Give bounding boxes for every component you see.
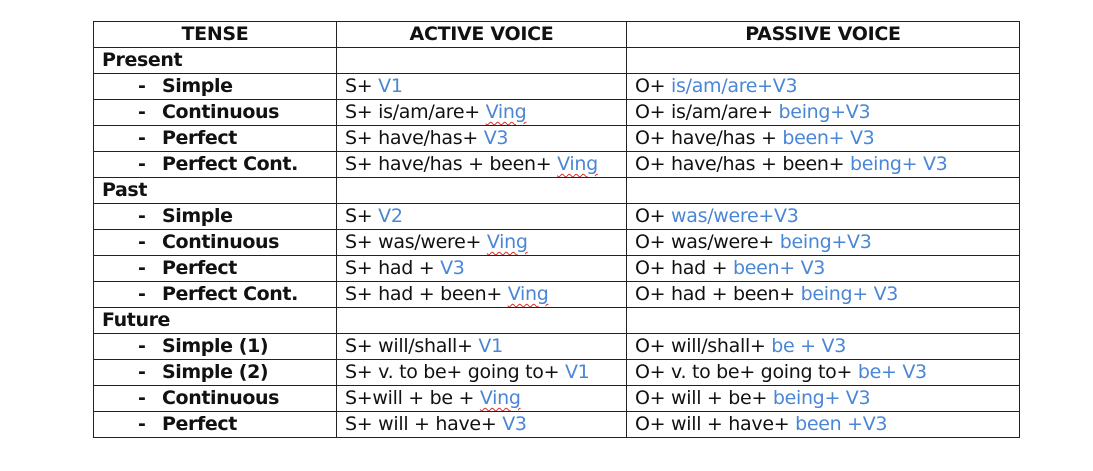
passive-formula [627,204,1020,230]
tense-label: Continuous [162,231,280,253]
active-formula [337,126,627,152]
tense-label: Continuous [162,387,280,409]
formula-text: O+ is/am/are+ [635,101,779,123]
verb-form: being+ V3 [800,283,899,305]
table-row [94,282,1020,308]
table-row [94,386,1020,412]
verb-form: V2 [378,205,403,227]
verb-form: being+ V3 [772,387,871,409]
active-formula [337,152,627,178]
empty-cell [337,178,627,204]
group-label-past: Past [94,178,337,204]
formula-text: O+ had + [635,257,733,279]
passive-formula [627,282,1020,308]
formula-text: O+ have/has + [635,127,783,149]
tense-cell [94,100,337,126]
verb-form: was/were+V3 [671,205,799,227]
table-row [94,360,1020,386]
table-row [94,204,1020,230]
verb-form: is/am/are+V3 [671,75,798,97]
active-formula [337,334,627,360]
group-label-future: Future [94,308,337,334]
formula-text: S+ had + been+ [345,283,508,305]
active-formula [337,386,627,412]
verb-form: V3 [502,413,527,435]
bullet-dash: - [138,413,146,435]
empty-cell [337,308,627,334]
passive-formula [627,360,1020,386]
tense-cell [94,126,337,152]
bullet-dash: - [138,75,146,97]
group-row-present [94,48,1020,74]
formula-text: S+ [345,75,379,97]
bullet-dash: - [138,205,146,227]
passive-formula [627,74,1020,100]
verb-form: been+ V3 [782,127,875,149]
verb-form: V1 [478,335,503,357]
formula-text: S+ will + have+ [345,413,503,435]
tense-cell [94,152,337,178]
group-label-present: Present [94,48,337,74]
tense-label: Perfect [162,413,237,435]
formula-text: O+ was/were+ [635,231,780,253]
header-row [94,22,1020,48]
passive-formula [627,334,1020,360]
group-row-future [94,308,1020,334]
passive-formula [627,152,1020,178]
verb-form: V3 [440,257,465,279]
tense-cell [94,334,337,360]
tense-cell [94,256,337,282]
verb-form: be + V3 [771,335,847,357]
active-formula [337,282,627,308]
voice-tense-table [93,21,1020,438]
empty-cell [627,178,1020,204]
header-passive-voice: PASSIVE VOICE [627,22,1020,48]
verb-form: Ving [479,387,521,409]
tense-label: Simple (2) [162,361,269,383]
formula-text: O+ [635,75,672,97]
formula-text: S+ have/has + been+ [345,153,558,175]
bullet-dash: - [138,335,146,357]
tense-label: Perfect Cont. [162,283,298,305]
passive-formula [627,412,1020,438]
active-formula [337,360,627,386]
bullet-dash: - [138,361,146,383]
bullet-dash: - [138,283,146,305]
formula-text: S+ have/has+ [345,127,484,149]
table-row [94,256,1020,282]
table-row [94,74,1020,100]
active-formula [337,230,627,256]
verb-form: Ving [507,283,549,305]
bullet-dash: - [138,231,146,253]
verb-form: V1 [378,75,403,97]
formula-text: O+ had + been+ [635,283,801,305]
verb-form: be+ V3 [857,361,927,383]
tense-label: Perfect [162,127,237,149]
active-formula [337,74,627,100]
formula-text: O+ v. to be+ going to+ [635,361,858,383]
passive-formula [627,256,1020,282]
table-row [94,100,1020,126]
formula-text: S+ [345,205,379,227]
table-row [94,412,1020,438]
tense-label: Simple [162,205,233,227]
formula-text: S+ v. to be+ going to+ [345,361,565,383]
tense-cell [94,74,337,100]
verb-form: been+ V3 [732,257,826,279]
formula-text: S+ had + [345,257,441,279]
passive-formula [627,230,1020,256]
formula-text: S+will + be + [345,387,480,409]
bullet-dash: - [138,101,146,123]
empty-cell [337,48,627,74]
tense-label: Perfect [162,257,237,279]
group-row-past [94,178,1020,204]
header-active-voice: ACTIVE VOICE [337,22,627,48]
table-row [94,152,1020,178]
tense-label: Simple [162,75,233,97]
bullet-dash: - [138,387,146,409]
passive-formula [627,126,1020,152]
tense-cell [94,412,337,438]
tense-label: Perfect Cont. [162,153,298,175]
verb-form: being+V3 [779,231,872,253]
bullet-dash: - [138,127,146,149]
table-row [94,230,1020,256]
verb-form: Ving [485,101,527,123]
bullet-dash: - [138,153,146,175]
formula-text: S+ was/were+ [345,231,487,253]
bullet-dash: - [138,257,146,279]
verb-form: being+V3 [778,101,871,123]
verb-form: Ving [557,153,598,175]
tense-cell [94,204,337,230]
empty-cell [627,48,1020,74]
verb-form: been +V3 [795,413,888,435]
verb-form: Ving [486,231,528,253]
tense-label: Continuous [162,101,280,123]
formula-text: O+ will + have+ [635,413,796,435]
verb-form: being+ V3 [849,153,948,175]
formula-text: O+ will + be+ [635,387,773,409]
verb-form: V1 [564,361,590,383]
active-formula [337,256,627,282]
formula-text: O+ have/has + been+ [635,153,850,175]
verb-form: V3 [483,127,509,149]
tense-cell [94,230,337,256]
active-formula [337,412,627,438]
active-formula [337,204,627,230]
empty-cell [627,308,1020,334]
header-tense: TENSE [94,22,337,48]
table-row [94,334,1020,360]
passive-formula [627,386,1020,412]
tense-cell [94,360,337,386]
tense-cell [94,282,337,308]
formula-text: S+ will/shall+ [345,335,479,357]
table-row [94,126,1020,152]
formula-text: O+ will/shall+ [635,335,772,357]
tense-label: Simple (1) [162,335,269,357]
formula-text: S+ is/am/are+ [345,101,486,123]
tense-cell [94,386,337,412]
formula-text: O+ [635,205,672,227]
passive-formula [627,100,1020,126]
active-formula [337,100,627,126]
